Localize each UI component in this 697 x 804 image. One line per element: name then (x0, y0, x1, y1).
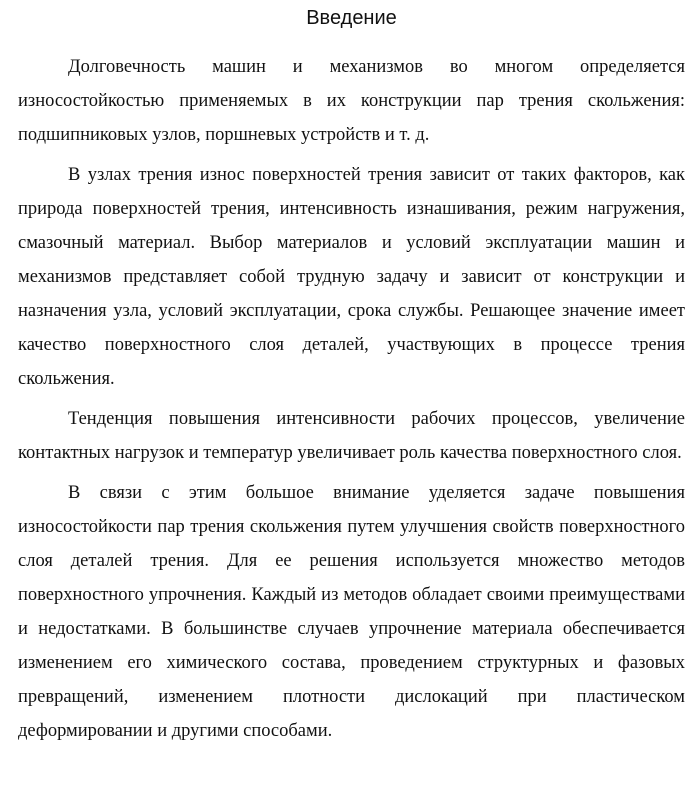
paragraph-tendency: Тенденция повышения интенсивности рабочих процессов, увеличение контактных нагрузок и температур увеличивает роль качества поверхностного слоя. (18, 409, 685, 463)
paragraph-surface-hardening: В связи с этим большое внимание уделяется задаче повышения износостойкости пар трения скольжения путем улучшения свойств поверхностного слоя деталей трения. Для ее решения используется множество методов поверхностного упрочнения. Каждый из методов обладает своими преимуществами и недостатками. В большинстве случаев упрочнение материала обеспечивается изменением его химического состава, проведением структурных и фазовых превращений, изменением плотности дислокаций при пластическом деформировании и другими способами. (18, 483, 685, 741)
paragraph-durability: Долговечность машин и механизмов во многом определяется износостойкостью применяемых в их конструкции пар трения скольжения: подшипниковых узлов, поршневых устройств и т. д. (18, 57, 685, 145)
page-title: Введение (306, 7, 397, 29)
paragraph-wear-factors: В узлах трения износ поверхностей трения зависит от таких факторов, как природа поверхностей трения, интенсивность изнашивания, режим нагружения, смазочный материал. Выбор материалов и условий эксплуатации машин и механизмов представляет собой трудную задачу и зависит от конструкции и назначения узла, условий эксплуатации, срока службы. Решающее значение имеет качество поверхностного слоя деталей, участвующих в процессе трения скольжения. (18, 165, 685, 389)
